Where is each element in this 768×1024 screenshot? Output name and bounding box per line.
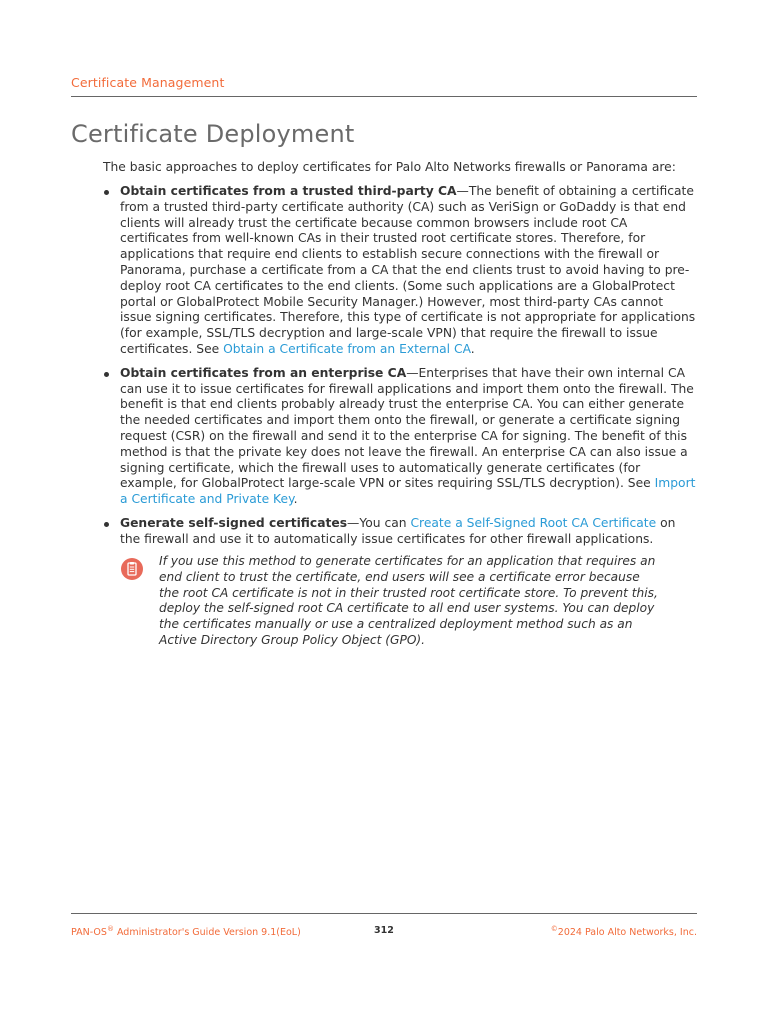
- bullet-heading: Obtain certificates from a trusted third-party CA: [120, 184, 457, 198]
- link-import-certificate[interactable]: Import a Certificate and Private Key: [120, 476, 696, 507]
- deployment-approaches-list: [103, 184, 697, 556]
- bullet-body: —Enterprises that have their own internal CA can use it to issue certificates for firewall applications and import them onto the firewall. The benefit is that end clients probably already trust the enterprise CA. You can either generate the needed certificates and import them onto the firewall, or generate a certificate signing request (CSR) on the firewall and send it to the enterprise CA for signing. The benefit of this method is that the private key does not leave the firewall. An enterprise CA can also issue a signing certificate, which the firewall uses to automatically generate certificates (for example, for GlobalProtect large-scale VPN or sites requiring SSL/TLS decryption). See: [120, 365, 694, 491]
- bullet-heading: Obtain certificates from an enterprise CA: [120, 365, 407, 380]
- link-create-self-signed-root-ca[interactable]: Create a Self-Signed Root CA Certificate: [410, 515, 657, 530]
- bullet-heading: Generate self-signed certificates: [120, 515, 348, 530]
- note-text: If you use this method to generate certificates for an application that requires an end client to trust the certificate, end users will see a certificate error because the root CA certificate is not in their trusted root certificate store. To prevent this, deploy the self-signed root CA certificate to all end user systems. You can deploy the certificates manually or use a centralized deployment method such as an Active Directory Group Policy Object (GPO).: [159, 554, 658, 647]
- footer-document-title: PAN-OS® Administrator's Guide Version 9.1(EoL): [71, 925, 301, 939]
- page-title: Certificate Deployment: [71, 120, 355, 148]
- bullet-icon: [104, 522, 109, 527]
- header-divider: [71, 96, 697, 97]
- bullet-icon: [104, 190, 109, 195]
- list-item: [103, 366, 697, 508]
- footer-divider: [71, 913, 697, 914]
- footer-copyright: ©2024 Palo Alto Networks, Inc.: [550, 925, 697, 939]
- intro-paragraph: The basic approaches to deploy certificates for Palo Alto Networks firewalls or Panorama are:: [103, 160, 676, 174]
- bullet-tail: .: [293, 492, 298, 507]
- bullet-tail: .: [470, 341, 475, 356]
- list-item: [103, 184, 697, 358]
- note-icon: [121, 558, 143, 580]
- running-header: Certificate Management: [71, 75, 225, 90]
- link-obtain-external-ca[interactable]: Obtain a Certificate from an External CA: [223, 341, 471, 356]
- bullet-tail: on the firewall and use it to automatically issue certificates for other firewall applications.: [120, 515, 676, 546]
- bullet-icon: [104, 372, 109, 377]
- page-number: 312: [374, 925, 394, 936]
- bullet-body: —The benefit of obtaining a certificate from a trusted third-party certificate authority (CA) such as VeriSign or GoDaddy is that end clients will already trust the certificate because common browsers include root CA certificates from well-known CAs in their trusted root certificate stores. Therefore, for applications that require end clients to establish secure connections with the firewall or Panorama, purchase a certificate from a CA that the end clients trust to avoid having to pre-deploy root CA certificates to the end clients. (Some such applications are a GlobalProtect portal or GlobalProtect Mobile Security Manager.) However, most third-party CAs cannot issue signing certificates. Therefore, this type of certificate is not appropriate for applications (for example, SSL/TLS decryption and large-scale VPN) that require the firewall to issue certificates. See: [120, 184, 696, 356]
- list-item: [103, 516, 697, 548]
- bullet-body: —You can: [347, 515, 411, 530]
